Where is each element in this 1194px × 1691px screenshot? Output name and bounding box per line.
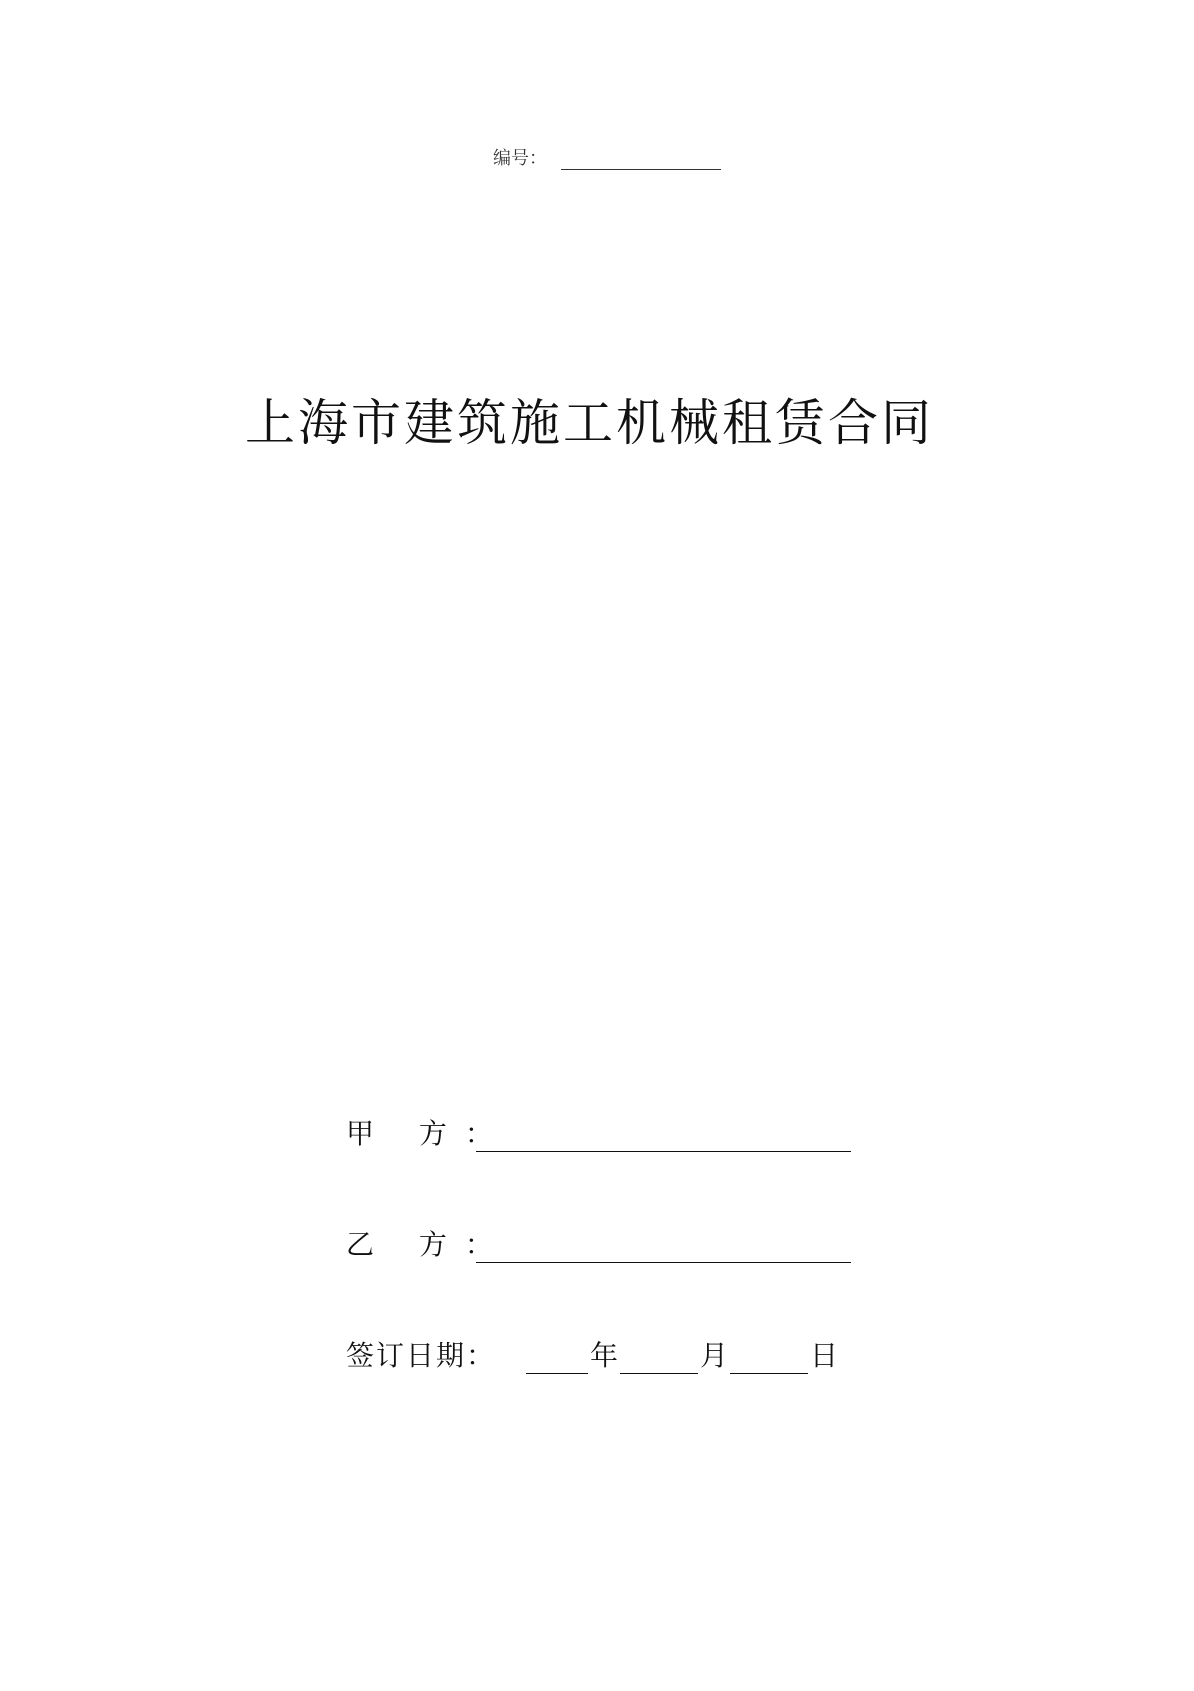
party-b-label: 乙 方： — [346, 1228, 511, 1261]
party-a-label: 甲 方： — [346, 1117, 511, 1150]
year-field[interactable] — [526, 1343, 588, 1374]
month-field[interactable] — [620, 1343, 698, 1374]
document-title: 上海市建筑施工机械租赁合同 — [245, 394, 934, 452]
serial-number-field[interactable] — [561, 151, 721, 170]
party-b-row — [346, 1227, 851, 1263]
serial-label: 编号： — [493, 148, 547, 169]
day-field[interactable] — [730, 1343, 808, 1374]
party-b-field[interactable] — [476, 1232, 851, 1263]
serial-number — [493, 146, 721, 170]
party-a-field[interactable] — [476, 1121, 851, 1152]
month-unit: 月 — [700, 1339, 729, 1372]
year-unit: 年 — [590, 1339, 619, 1372]
signing-date-label: 签订日期： — [346, 1339, 497, 1372]
party-a-row — [346, 1116, 851, 1152]
signing-date-row — [346, 1338, 840, 1374]
day-unit: 日 — [810, 1339, 839, 1372]
